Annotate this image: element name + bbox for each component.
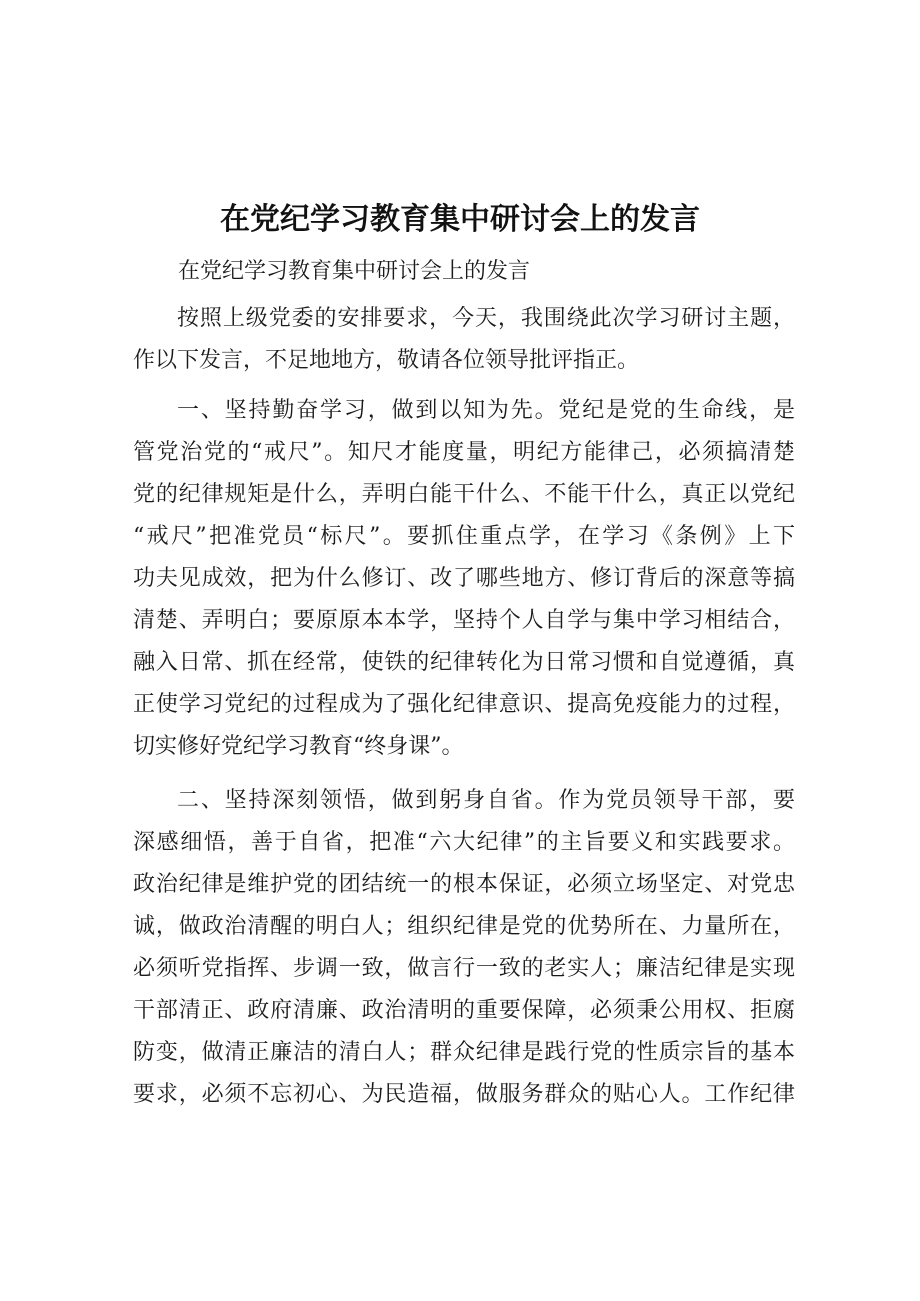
paragraph-line: 政治纪律是维护党的团结统一的根本保证，必须立场坚定、对党忠 — [133, 872, 795, 897]
paragraph-line: 党的纪律规矩是什么，弄明白能干什么、不能干什么，真正以党纪 — [133, 482, 795, 507]
paragraph-line: 正使学习党纪的过程成为了强化纪律意识、提高免疫能力的过程， — [133, 692, 795, 717]
paragraph-line: “戒尺”把准党员“标尺”。要抓住重点学，在学习《条例》上下 — [133, 524, 795, 549]
paragraph-line: 清楚、弄明白；要原原本本学，坚持个人自学与集中学习相结合， — [133, 608, 795, 633]
subtitle: 在党纪学习教育集中研讨会上的发言 — [178, 259, 531, 284]
paragraph-line: 按照上级党委的安排要求，今天，我围绕此次学习研讨主题， — [177, 306, 795, 331]
paragraph-line: 防变，做清正廉洁的清白人；群众纪律是践行党的性质宗旨的基本 — [133, 1040, 795, 1065]
paragraph-line: 必须听党指挥、步调一致，做言行一致的老实人；廉洁纪律是实现 — [133, 956, 795, 981]
paragraph-line: 功夫见成效，把为什么修订、改了哪些地方、修订背后的深意等搞 — [133, 566, 795, 591]
paragraph-line: 切实修好党纪学习教育“终身课”。 — [133, 734, 464, 759]
paragraph-line: 深感细悟，善于自省，把准“六大纪律”的主旨要义和实践要求。 — [133, 830, 795, 855]
paragraph-line: 要求，必须不忘初心、为民造福，做服务群众的贴心人。工作纪律 — [133, 1082, 795, 1107]
paragraph-line: 诚，做政治清醒的明白人；组织纪律是党的优势所在、力量所在， — [133, 914, 795, 939]
paragraph-line: 一、坚持勤奋学习，做到以知为先。党纪是党的生命线，是 — [177, 398, 795, 423]
paragraph-line: 作以下发言，不足地地方，敬请各位领导批评指正。 — [133, 348, 640, 373]
paragraph-line: 干部清正、政府清廉、政治清明的重要保障，必须秉公用权、拒腐 — [133, 998, 795, 1023]
page-title: 在党纪学习教育集中研讨会上的发言 — [220, 202, 700, 237]
paragraph-line: 管党治党的“戒尺”。知尺才能度量，明纪方能律己，必须搞清楚 — [133, 440, 795, 465]
paragraph-line: 二、坚持深刻领悟，做到躬身自省。作为党员领导干部，要 — [177, 788, 795, 813]
paragraph-line: 融入日常、抓在经常，使铁的纪律转化为日常习惯和自觉遵循，真 — [133, 650, 795, 675]
